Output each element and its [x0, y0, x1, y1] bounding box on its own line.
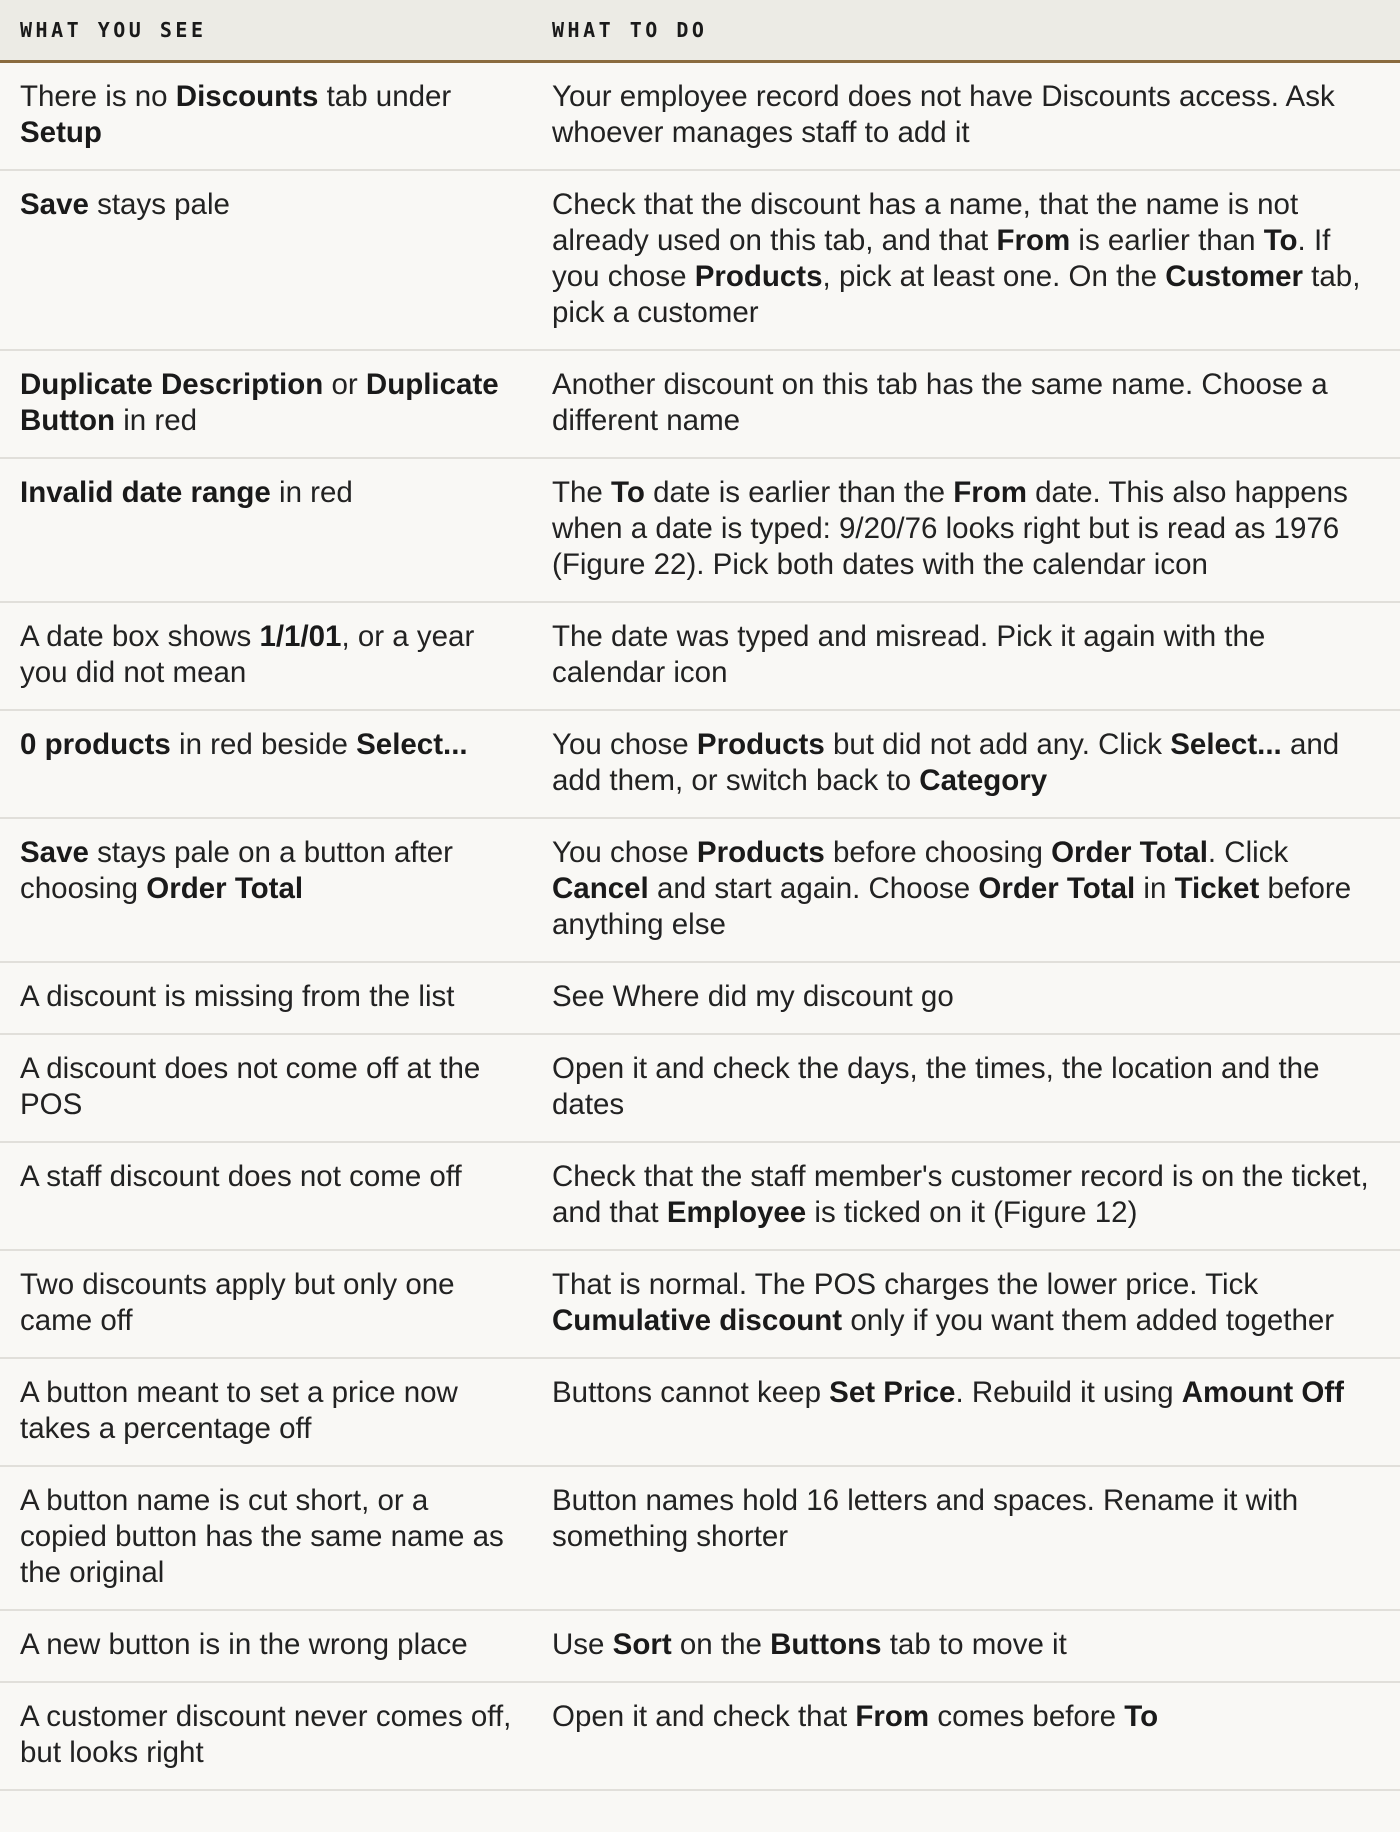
- bold-term: Amount Off: [1181, 1376, 1344, 1409]
- text-run: and start again. Choose: [648, 872, 979, 905]
- bold-term: Products: [696, 728, 825, 761]
- table-row: [0, 602, 1400, 710]
- symptom-cell: [0, 62, 532, 171]
- text-run: is ticked on it (Figure 12): [806, 1196, 1138, 1229]
- text-run: A button meant to set a price now takes a percentage off: [20, 1376, 458, 1445]
- bold-term: Discounts: [175, 80, 319, 113]
- table-row: [0, 1142, 1400, 1250]
- bold-term: Select...: [356, 728, 468, 761]
- text-run: You chose: [552, 728, 697, 761]
- text-run: before anything else: [552, 872, 1352, 941]
- text-run: and add them, or switch back to: [552, 728, 1340, 797]
- text-run: Open it and check that: [552, 1700, 856, 1733]
- text-run: on the: [671, 1628, 771, 1661]
- bold-term: From: [996, 224, 1071, 257]
- text-run: A button name is cut short, or a copied button has the same name as the original: [20, 1484, 504, 1589]
- remedy-cell: [532, 170, 1400, 350]
- symptom-cell: [0, 962, 532, 1034]
- table-row: [0, 962, 1400, 1034]
- remedy-cell: [532, 1034, 1400, 1142]
- text-run: comes before: [929, 1700, 1125, 1733]
- remedy-cell: [532, 458, 1400, 602]
- remedy-cell: [532, 1358, 1400, 1466]
- header-what-to-do: WHAT TO DO: [532, 0, 1400, 62]
- text-run: Your employee record does not have Discounts access. Ask whoever manages staff to add it: [552, 80, 1335, 149]
- table-row: [0, 458, 1400, 602]
- bold-term: Category: [919, 764, 1048, 797]
- symptom-cell: [0, 1142, 532, 1250]
- table-row: [0, 710, 1400, 818]
- bold-term: Customer: [1165, 260, 1303, 293]
- table-row: [0, 350, 1400, 458]
- remedy-cell: [532, 1466, 1400, 1610]
- text-run: Use: [552, 1628, 613, 1661]
- text-run: only if you want them added together: [842, 1304, 1335, 1337]
- text-run: or: [323, 368, 366, 401]
- table-body: [0, 62, 1400, 1791]
- bold-term: Employee: [666, 1196, 807, 1229]
- table-row: [0, 1034, 1400, 1142]
- bold-term: From: [953, 476, 1027, 509]
- symptom-cell: [0, 458, 532, 602]
- bold-term: Order Total: [978, 872, 1136, 905]
- text-run: . If you chose: [552, 224, 1331, 293]
- bold-term: 0 products: [20, 728, 171, 761]
- bold-term: From: [855, 1700, 930, 1733]
- text-run: That is normal. The POS charges the lower price. Tick: [552, 1268, 1259, 1301]
- bold-term: To: [1124, 1700, 1159, 1733]
- table-row: [0, 1610, 1400, 1682]
- remedy-cell: [532, 1682, 1400, 1790]
- text-run: A discount is missing from the list: [20, 980, 455, 1013]
- text-run: in red beside: [170, 728, 357, 761]
- text-run: in red: [270, 476, 353, 509]
- remedy-cell: [532, 710, 1400, 818]
- symptom-cell: [0, 1250, 532, 1358]
- text-run: Open it and check the days, the times, the location and the dates: [552, 1052, 1320, 1121]
- text-run: . Rebuild it using: [955, 1376, 1182, 1409]
- symptom-cell: [0, 1466, 532, 1610]
- remedy-cell: [532, 62, 1400, 171]
- header-what-you-see: WHAT YOU SEE: [0, 0, 532, 62]
- remedy-cell: [532, 1142, 1400, 1250]
- symptom-cell: [0, 1682, 532, 1790]
- text-run: A date box shows: [20, 620, 260, 653]
- table-row: [0, 818, 1400, 962]
- text-run: You chose: [552, 836, 697, 869]
- symptom-cell: [0, 350, 532, 458]
- bold-term: Duplicate Description: [20, 368, 324, 401]
- table-row: [0, 1358, 1400, 1466]
- text-run: , pick at least one. On the: [822, 260, 1166, 293]
- bold-term: Cancel: [552, 872, 649, 905]
- symptom-cell: [0, 710, 532, 818]
- text-run: Two discounts apply but only one came off: [20, 1268, 455, 1337]
- remedy-cell: [532, 1610, 1400, 1682]
- symptom-cell: [0, 1034, 532, 1142]
- text-run: Buttons cannot keep: [552, 1376, 830, 1409]
- bold-term: Products: [694, 260, 823, 293]
- text-run: stays pale: [88, 188, 230, 221]
- bold-term: Select...: [1170, 728, 1282, 761]
- text-run: , or a year you did not mean: [20, 620, 475, 689]
- remedy-cell: [532, 602, 1400, 710]
- bold-term: Set Price: [829, 1376, 956, 1409]
- bold-term: Order Total: [146, 872, 304, 905]
- remedy-cell: [532, 962, 1400, 1034]
- bold-term: Save: [20, 188, 89, 221]
- symptom-cell: [0, 818, 532, 962]
- text-run: is earlier than: [1070, 224, 1264, 257]
- bold-term: Save: [20, 836, 89, 869]
- table-row: [0, 1250, 1400, 1358]
- text-run: but did not add any. Click: [824, 728, 1171, 761]
- text-run: stays pale on a button after choosing: [20, 836, 453, 905]
- bold-term: Sort: [612, 1628, 672, 1661]
- remedy-cell: [532, 350, 1400, 458]
- bold-term: Order Total: [1051, 836, 1208, 869]
- text-run: Check that the discount has a name, that the name is not already used on this tab, and that: [552, 188, 1299, 257]
- table-header: [0, 0, 1400, 62]
- remedy-cell: [532, 818, 1400, 962]
- text-run: tab to move it: [881, 1628, 1067, 1661]
- remedy-cell: [532, 1250, 1400, 1358]
- text-run: The: [552, 476, 612, 509]
- symptom-cell: [0, 602, 532, 710]
- text-run: tab under: [318, 80, 452, 113]
- bold-term: Buttons: [770, 1628, 882, 1661]
- text-run: See Where did my discount go: [552, 980, 954, 1013]
- bold-term: To: [1263, 224, 1298, 257]
- bold-term: Invalid date range: [20, 476, 271, 509]
- text-run: There is no: [20, 80, 176, 113]
- text-run: A staff discount does not come off: [20, 1160, 462, 1193]
- bold-term: Ticket: [1174, 872, 1260, 905]
- text-run: date. This also happens when a date is typed: 9/20/76 looks right but is read as 1976 (Figure 22). Pick both dates with the calendar icon: [552, 476, 1348, 581]
- symptom-cell: [0, 1610, 532, 1682]
- symptom-cell: [0, 170, 532, 350]
- table-row: [0, 1682, 1400, 1790]
- text-run: A new button is in the wrong place: [20, 1628, 468, 1661]
- text-run: date is earlier than the: [644, 476, 954, 509]
- text-run: Another discount on this tab has the same name. Choose a different name: [552, 368, 1328, 437]
- text-run: A customer discount never comes off, but looks right: [20, 1700, 512, 1769]
- bold-term: To: [611, 476, 645, 509]
- text-run: Button names hold 16 letters and spaces. Rename it with something shorter: [552, 1484, 1299, 1553]
- text-run: tab, pick a customer: [552, 260, 1361, 329]
- bold-term: Setup: [20, 116, 102, 149]
- text-run: in: [1135, 872, 1175, 905]
- text-run: in red: [115, 404, 198, 437]
- text-run: Check that the staff member's customer record is on the ticket, and that: [552, 1160, 1369, 1229]
- text-run: before choosing: [824, 836, 1052, 869]
- bold-term: Products: [696, 836, 825, 869]
- bold-term: 1/1/01: [259, 620, 342, 653]
- table-row: [0, 62, 1400, 171]
- table-row: [0, 1466, 1400, 1610]
- table-row: [0, 170, 1400, 350]
- bold-term: Duplicate Button: [20, 368, 499, 437]
- header-row: [0, 0, 1400, 62]
- text-run: The date was typed and misread. Pick it again with the calendar icon: [552, 620, 1266, 689]
- text-run: . Click: [1207, 836, 1289, 869]
- text-run: A discount does not come off at the POS: [20, 1052, 481, 1121]
- bold-term: Cumulative discount: [552, 1304, 843, 1337]
- symptom-cell: [0, 1358, 532, 1466]
